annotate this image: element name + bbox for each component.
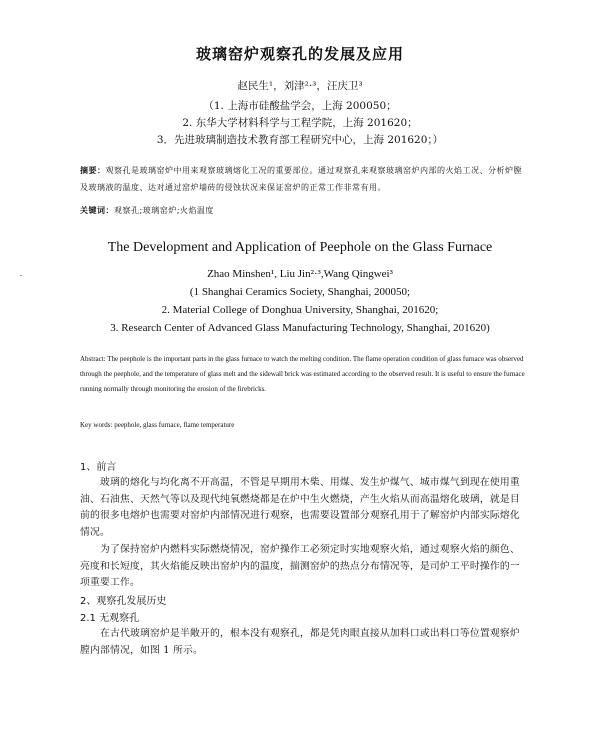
chinese-abstract <box>80 162 525 196</box>
english-affiliation-3: 3. Research Center of Advanced Glass Manufacturing Technology, Shanghai, 201620) <box>110 322 490 334</box>
english-title: The Development and Application of Peephole on the Glass Furnace <box>107 240 493 255</box>
chinese-authors: 赵民生¹，刘津²·³，汪庆卫³ <box>237 80 363 92</box>
paragraph-1: 玻璃的熔化与均化离不开高温，不管是早期用木柴、用煤、发生炉煤气、城市煤气到现在使用重油、石油焦、天然气等以及现代纯氧燃烧都是在炉中生火燃烧，产生火焰从而高温熔化玻璃，就是目前的很多电熔炉也需要对窑炉内部情况进行观察，也需要设置部分观察孔用于了解窑炉内部实际熔化情况。 <box>80 477 520 538</box>
section-1-title: 1、前言 <box>80 462 117 473</box>
chinese-affiliation-1: （1. 上海市硅酸盐学会，上海 200050； <box>203 100 397 112</box>
chinese-abstract-label: 摘要： <box>80 166 106 175</box>
section-2-title: 2、观察孔发展历史 <box>80 596 167 607</box>
english-affiliation-1: (1 Shanghai Ceramics Society, Shanghai, 200050; <box>189 286 411 298</box>
chinese-affiliation-2: 2. 东华大学材料科学与工程学院，上海 201620； <box>182 117 418 129</box>
english-abstract: Abstract: The peephole is the important parts in the glass furnace to watch the melting condition. The flame operation condition of glass furnace was observed through the peephole, and the temperature of glass melt and the sidewall brick was estimated according to the observed result. It is useful to ensure the furnace running normally through monitoring the erosion of the firebricks. <box>80 355 525 393</box>
section-2-1-title: 2.1 无观察孔 <box>80 613 140 624</box>
english-authors: Zhao Minshen¹, Liu Jin²·³,Wang Qingwei³ <box>207 268 393 280</box>
english-affiliation-2: 2. Material College of Donghua University, Shanghai, 201620; <box>161 304 439 316</box>
chinese-keywords-label: 关键词： <box>80 206 114 215</box>
chinese-keywords-text: 观察孔;玻璃窑炉;火焰温度 <box>114 206 214 215</box>
chinese-title: 玻璃窑炉观察孔的发展及应用 <box>195 45 404 63</box>
chinese-keywords <box>80 202 525 219</box>
paragraph-3: 在古代玻璃窑炉是半敞开的，根本没有观察孔，都是凭肉眼直接从加料口或出料口等位置观察炉膛内部情况，如图 1 所示。 <box>80 628 520 656</box>
english-keywords: Key words: peephole, glass furnace, flame temperature <box>80 421 235 429</box>
paragraph-2: 为了保持窑炉内燃料实际燃烧情况，窑炉操作工必须定时实地观察火焰，通过观察火焰的颜色、亮度和长短度，其火焰能反映出窑炉内的温度，揣测窑炉的热点分布情况等，是司炉工平时操作的一项重要工作。 <box>80 544 520 588</box>
chinese-affiliation-3: 3．先进玻璃制造技术教育部工程研究中心，上海 201620；） <box>156 134 444 146</box>
chinese-abstract-text: 观察孔是玻璃窑炉中用来观察玻璃熔化工况的重要部位。通过观察孔来观察玻璃窑炉内部的火焰工况、分析炉膛及玻璃液的温度、达对通过窑炉墙砖的侵蚀状况来保证窑炉的正常工作非常有用。 <box>80 166 522 192</box>
